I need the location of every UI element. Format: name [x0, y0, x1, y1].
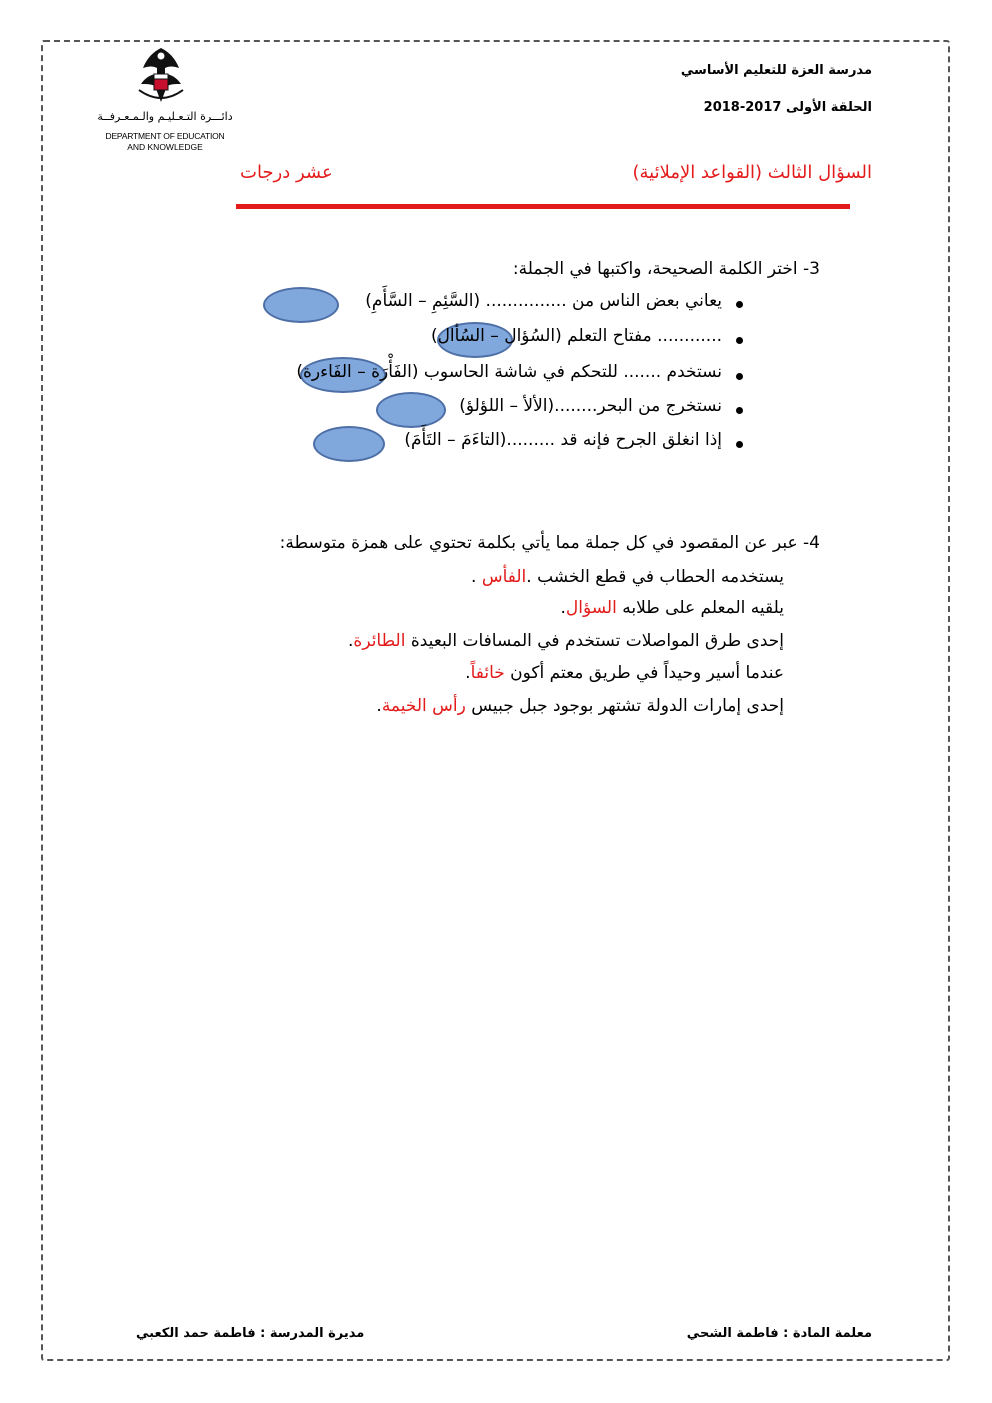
answer-line-1-suffix: .: [471, 567, 482, 587]
choice-item-1: يعاني بعض الناس من ............... (السَّئِمِ – السَّأَمِ): [365, 291, 722, 311]
answer-line-4-answer: خائفاً: [470, 663, 505, 683]
answer-line-5: [376, 696, 784, 716]
academic-cycle: الحلقة الأولى 2017-2018: [703, 100, 872, 115]
answer-line-2-answer: السؤال: [565, 598, 617, 618]
answer-line-5-text: إحدى إمارات الدولة تشتهر بوجود جبل جبيس: [465, 696, 784, 716]
answer-line-4-text: عندما أسير وحيداً في طريق معتم أكون: [504, 663, 784, 683]
answer-line-2-suffix: .: [560, 598, 566, 618]
answer-line-4-suffix: .: [465, 663, 471, 683]
answer-circle-5: [313, 426, 385, 462]
bullet-2: [736, 337, 743, 344]
bullet-5: [736, 441, 743, 448]
department-logo: [95, 44, 235, 154]
department-english-name-line1: DEPARTMENT OF EDUCATION: [105, 131, 225, 141]
school-name: مدرسة العزة للتعليم الأساسي: [680, 63, 872, 78]
answer-line-1-text: يستخدمه الحطاب في قطع الخشب .: [526, 567, 784, 587]
section4-title: 4- عبر عن المقصود في كل جملة مما يأتي بكلمة تحتوي على همزة متوسطة:: [279, 533, 820, 553]
bullet-4: [736, 407, 743, 414]
answer-line-2-text: يلقيه المعلم على طلابه: [616, 598, 784, 618]
bullet-1: [736, 301, 743, 308]
answer-line-1: [471, 567, 784, 587]
choice-item-5: إذا انغلق الجرح فإنه قد .........(التاءَمَ – التَأَمَ): [404, 430, 722, 450]
teacher-name: معلمة المادة : فاطمة الشحي: [686, 1326, 872, 1341]
choice-item-2: ............ مفتاح التعلم (السُؤال – السُأال): [430, 326, 722, 346]
answer-line-3-text: إحدى طرق المواصلات تستخدم في المسافات البعيدة: [405, 631, 784, 651]
answer-line-3-suffix: .: [348, 631, 354, 651]
choice-item-4: نستخرج من البحر........(الألأ – اللؤلؤ): [459, 396, 722, 416]
answer-line-1-answer: الفأس: [481, 567, 527, 587]
section3-title: 3- اختر الكلمة الصحيحة، واكتبها في الجملة:: [512, 259, 820, 279]
answer-line-4: [465, 663, 784, 683]
title-underline: [236, 204, 850, 209]
bullet-3: [736, 373, 743, 380]
answer-circle-4: [376, 392, 446, 428]
answer-circle-1: [263, 287, 339, 323]
question-title: السؤال الثالث (القواعد الإملائية): [632, 162, 872, 183]
question-marks: عشر درجات: [240, 162, 333, 183]
department-english-name-line2: AND KNOWLEDGE: [127, 142, 203, 152]
answer-line-5-suffix: .: [376, 696, 382, 716]
principal-name: مديرة المدرسة : فاطمة حمد الكعبي: [136, 1326, 365, 1341]
choice-item-3: نستخدم ....... للتحكم في شاشة الحاسوب (الفَأْرَة – الفَاءرة): [296, 362, 722, 382]
answer-line-3-answer: الطائرة: [353, 631, 406, 651]
answer-line-3: [348, 631, 784, 651]
answer-line-2: [561, 598, 785, 618]
falcon-emblem-icon: [135, 44, 187, 106]
department-arabic-name: دائـــرة التـعـليـم والـمـعـرفــة: [97, 110, 233, 123]
answer-line-5-answer: رأس الخيمة: [381, 696, 466, 716]
